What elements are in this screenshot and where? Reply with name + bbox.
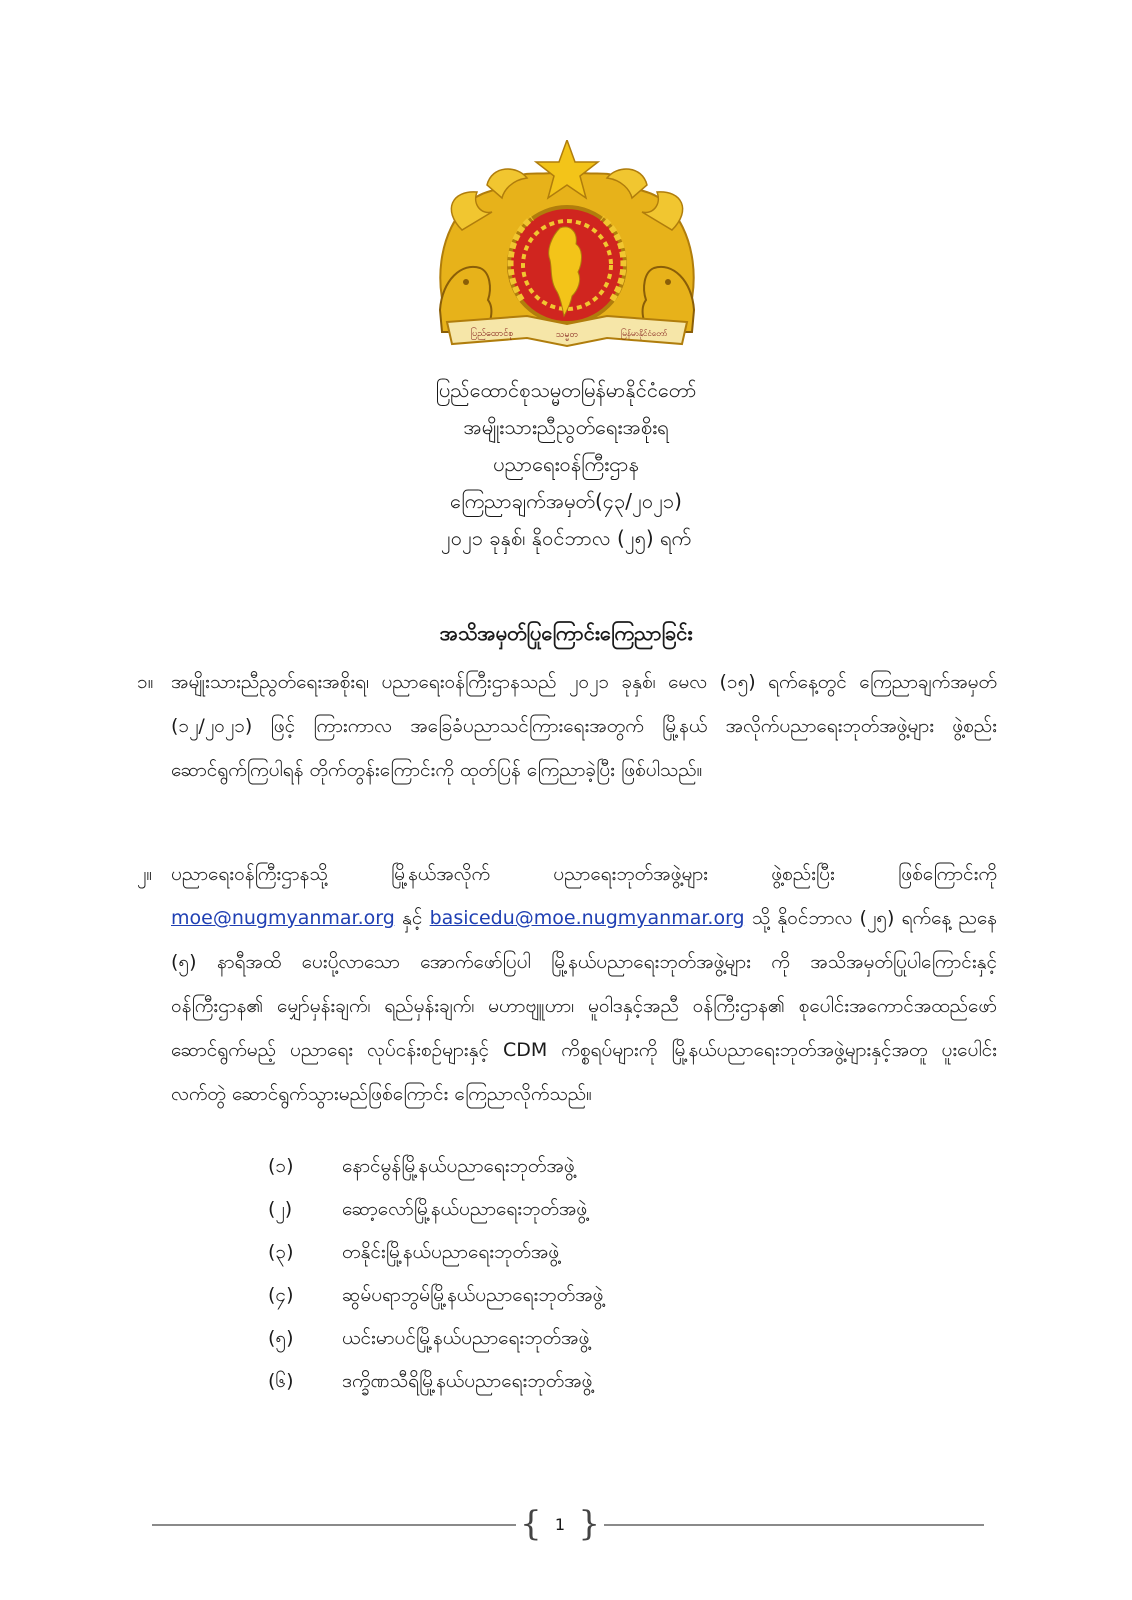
list-item: [268, 1274, 968, 1317]
list-item-name: နောင်မွန်မြို့နယ်ပညာရေးဘုတ်အဖွဲ့: [342, 1155, 575, 1177]
paragraph-1: [137, 660, 997, 792]
footer-rule-right: [604, 1524, 984, 1526]
list-item: [268, 1317, 968, 1360]
emblem-scroll-center: သမ္မတ: [555, 330, 579, 340]
email-link-basicedu[interactable]: basicedu@moe.nugmyanmar.org: [429, 907, 745, 929]
list-item-number: (၅): [268, 1327, 294, 1349]
list-item-number: (၂): [268, 1198, 293, 1220]
list-item: [268, 1360, 968, 1403]
list-item-number: (၁): [268, 1155, 294, 1177]
list-item-number: (၆): [268, 1370, 294, 1392]
list-item: [268, 1145, 968, 1188]
paragraph-2-text-after: သို့ နိုဝင်ဘာလ (၂၅) ရက်နေ့ ညနေ (၅) နာရီအထိ ပေးပို့လာသော အောက်ဖော်ပြပါ မြို့နယ်ပညာရေးဘုတ်အဖွဲ့များ ကို အသိအမှတ်ပြုပါကြောင်းနှင့် ဝန်ကြီးဌာန၏ မျှော်မှန်းချက်၊ ရည်မှန်းချက်၊ မဟာဗျူဟာ၊ မူဝါဒနှင့်အညီ ဝန်ကြီးဌာန၏ စုပေါင်းအကောင်အထည်ဖော်ဆောင်ရွက်မည့် ပညာရေး လုပ်ငန်းစဉ်များနှင့် CDM ကိစ္စရပ်များကို မြို့နယ်ပညာရေးဘုတ်အဖွဲ့များနှင့်အတူ ပူးပေါင်း လက်တွဲ ဆောင်ရွက်သွားမည်ဖြစ်ကြောင်း ကြေညာလိုက်သည်။: [171, 907, 997, 1105]
email-link-moe[interactable]: moe@nugmyanmar.org: [171, 907, 395, 929]
header-date: ၂၀၂၁ ခုနှစ်၊ နိုဝင်ဘာလ (၂၅) ရက်: [440, 526, 692, 550]
list-item-name: ဆွမ်ပရာဘွမ်မြို့နယ်ပညာရေးဘုတ်အဖွဲ့: [342, 1284, 604, 1306]
emblem-scroll-left: ပြည်ထောင်စု: [470, 329, 514, 339]
list-item-number: (၃): [268, 1241, 294, 1263]
notice-title: အသိအမှတ်ပြုကြောင်းကြေညာခြင်း: [439, 621, 693, 645]
list-item-number: (၄): [268, 1284, 294, 1306]
education-board-list: [268, 1145, 968, 1403]
list-item-name: ဆော့လော်မြို့နယ်ပညာရေးဘုတ်အဖွဲ့: [342, 1198, 588, 1220]
document-header: [0, 372, 1132, 557]
list-item-name: ယင်းမာပင်မြို့နယ်ပညာရေးဘုတ်အဖွဲ့: [342, 1327, 590, 1349]
paragraph-2-conjunction: နှင့်: [402, 907, 423, 929]
list-item: [268, 1231, 968, 1274]
header-ministry: ပညာရေးဝန်ကြီးဌာန: [493, 452, 639, 476]
header-government: အမျိုးသားညီညွတ်ရေးအစိုးရ: [463, 415, 669, 439]
paragraph-1-number: ၁။: [137, 671, 154, 693]
list-item: [268, 1188, 968, 1231]
paragraph-2-number: ၂။: [137, 863, 153, 885]
paragraph-1-text: အမျိုးသားညီညွတ်ရေးအစိုးရ၊ ပညာရေးဝန်ကြီးဌာနသည် ၂၀၂၁ ခုနှစ်၊ မေလ (၁၅) ရက်နေ့တွင် ကြေညာချက်အမှတ် (၁၂/၂၀၂၁) ဖြင့် ကြားကာလ အခြေခံပညာသင်ကြားရေးအတွက် မြို့နယ် အလိုက်ပညာရေးဘုတ်အဖွဲ့များ ဖွဲ့စည်းဆောင်ရွက်ကြပါရန် တိုက်တွန်းကြောင်းကို ထုတ်ပြန် ကြေညာခဲ့ပြီး ဖြစ်ပါသည်။: [171, 671, 997, 781]
paragraph-2: [137, 852, 997, 1116]
state-emblem-icon: [432, 140, 702, 350]
page-number-box: [520, 1504, 600, 1546]
paragraph-2-text-before: ပညာရေးဝန်ကြီးဌာနသို့ မြို့နယ်အလိုက် ပညာရေးဘုတ်အဖွဲ့များ ဖွဲ့စည်းပြီး ဖြစ်ကြောင်းကို: [171, 863, 997, 885]
list-item-name: တနိုင်းမြို့နယ်ပညာရေးဘုတ်အဖွဲ့: [342, 1241, 560, 1263]
header-announcement-number: ကြေညာချက်အမှတ်(၄၃/၂၀၂၁): [450, 489, 682, 513]
footer-rule-left: [152, 1524, 516, 1526]
list-item-name: ဒက္ခိဏသီရိမြို့နယ်ပညာရေးဘုတ်အဖွဲ့: [342, 1370, 593, 1392]
brace-right-icon: }: [578, 1504, 600, 1544]
brace-left-icon: {: [520, 1504, 542, 1544]
header-country: ပြည်ထောင်စုသမ္မတမြန်မာနိုင်ငံတော်: [435, 378, 697, 402]
emblem-scroll-right: မြန်မာနိုင်ငံတော်: [620, 329, 668, 338]
page-number: 1: [554, 1515, 566, 1534]
